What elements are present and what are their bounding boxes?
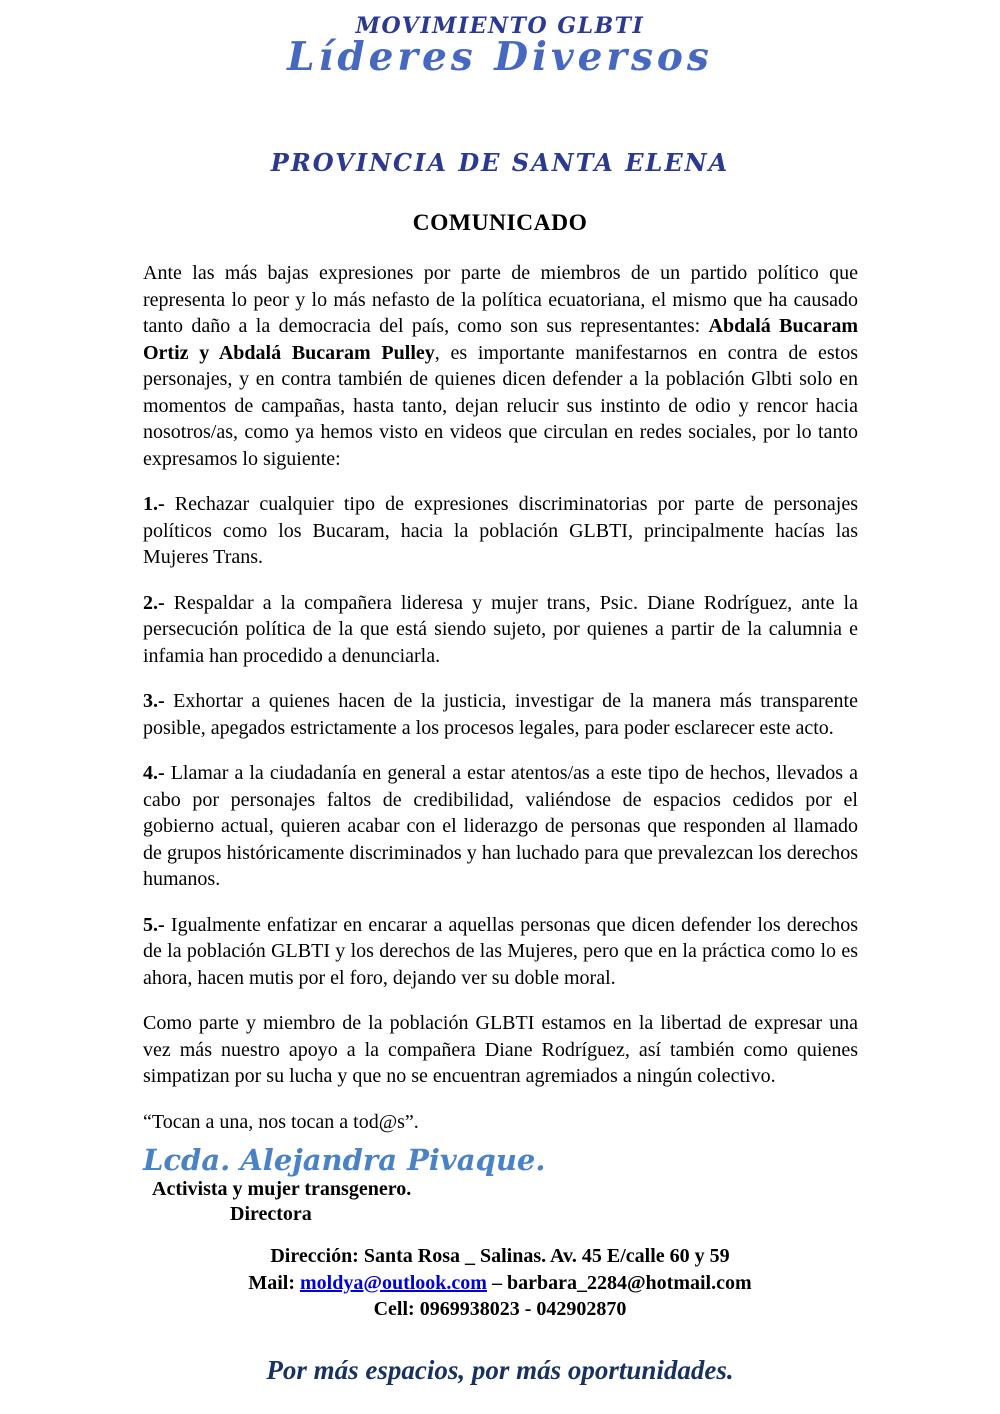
mail-link[interactable]: moldya@outlook.com (300, 1271, 487, 1294)
contact-cell: Cell: 0969938023 - 042902870 (373, 1298, 627, 1320)
item-text: Llamar a la ciudadanía en general a estar atentos/as a este tipo de hechos, llevados a cabo por personajes faltos de credibilidad, valiéndose de espacios cedidos por el gobierno actual, quieren acabar con el liderazgo de personas que responden al llamado de grupos históricamente discriminados y han luchado para que prevalezcan los derechos humanos. (143, 762, 858, 890)
item-text: Exhortar a quienes hacen de la justicia, investigar de la manera más transparente posible, apegados estrictamente a los procesos legales, para poder esclarecer este acto. (143, 690, 858, 739)
contact-block (0, 1243, 1000, 1323)
item-text: Igualmente enfatizar en encarar a aquellas personas que dicen defender los derechos de la población GLBTI y los derechos de las Mujeres, pero que en la práctica como lo es ahora, hacen mutis por el foro, dejando ver su doble moral. (143, 913, 858, 989)
item-number: 3.- (143, 690, 165, 712)
slogan: Por más espacios, por más oportunidades. (266, 1354, 734, 1385)
intro-bold-names: Abdalá Bucaram Ortiz y Abdalá Bucaram Pulley (143, 315, 859, 364)
intro-text-1: Ante las más bajas expresiones por parte de miembros de un partido político que representa lo peor y lo más nefasto de la política ecuatoriana, el mismo que ha causado tanto daño a la democracia del país, como son sus representantes: (143, 262, 858, 337)
document-title: COMUNICADO (412, 210, 588, 236)
statement-item-4 (143, 760, 858, 893)
mail-rest: – barbara_2284@hotmail.com (491, 1271, 752, 1294)
signature-role: Activista y mujer transgenero. (152, 1178, 412, 1200)
statement-item-5 (143, 912, 858, 992)
signature-position: Directora (230, 1203, 312, 1225)
signature-name: Lcda. Alejandra Pivaque. (143, 1143, 546, 1177)
item-number: 5.- (143, 913, 165, 936)
closing-paragraph: Como parte y miembro de la población GLBTI estamos en la libertad de expresar una vez más nuestro apoyo a la compañera Diane Rodríguez, así también como quienes simpatizan por su lucha y que no se encuentran agremiados a ningún colectivo. (143, 1012, 858, 1087)
statement-item-3 (143, 688, 858, 741)
quote-line: “Tocan a una, nos tocan a tod@s”. (143, 1110, 419, 1133)
contact-address: Dirección: Santa Rosa _ Salinas. Av. 45 E/calle 60 y 59 (270, 1245, 730, 1267)
statement-item-1 (143, 491, 858, 571)
logo-movement-name: MOVIMIENTO GLBTI (355, 13, 645, 39)
org-logo (0, 0, 1000, 176)
item-number: 2.- (143, 591, 165, 614)
intro-text-2: , es importante manifestarnos en contra de estos personajes, y en contra también de quienes dicen defender a la población Glbti solo en momentos de campañas, hasta tanto, dejan relucir sus instinto de odio y rencor hacia nosotros/as, como ya hemos visto en videos que circulan en redes sociales, por lo tanto expresamos lo siguiente: (143, 341, 858, 470)
item-text: Respaldar a la compañera lideresa y mujer trans, Psic. Diane Rodríguez, ante la persecución política de la que está siendo sujeto, por quienes a partir de la calumnia e infamia han procedido a denunciarla. (143, 591, 858, 667)
item-text: Rechazar cualquier tipo de expresiones discriminatorias por parte de personajes políticos como los Bucaram, hacia la población GLBTI, principalmente hacías las Mujeres Trans. (143, 493, 858, 568)
contact-mail-line (0, 1270, 1000, 1297)
logo-org-name: Líderes Diversos (287, 34, 713, 80)
intro-paragraph (143, 260, 858, 472)
item-number: 1.- (143, 493, 165, 515)
logo-province: PROVINCIA DE SANTA ELENA (270, 148, 730, 177)
statement-item-2 (143, 590, 858, 670)
document-body (143, 260, 858, 1227)
item-number: 4.- (143, 762, 165, 784)
mail-label: Mail: (248, 1271, 295, 1294)
